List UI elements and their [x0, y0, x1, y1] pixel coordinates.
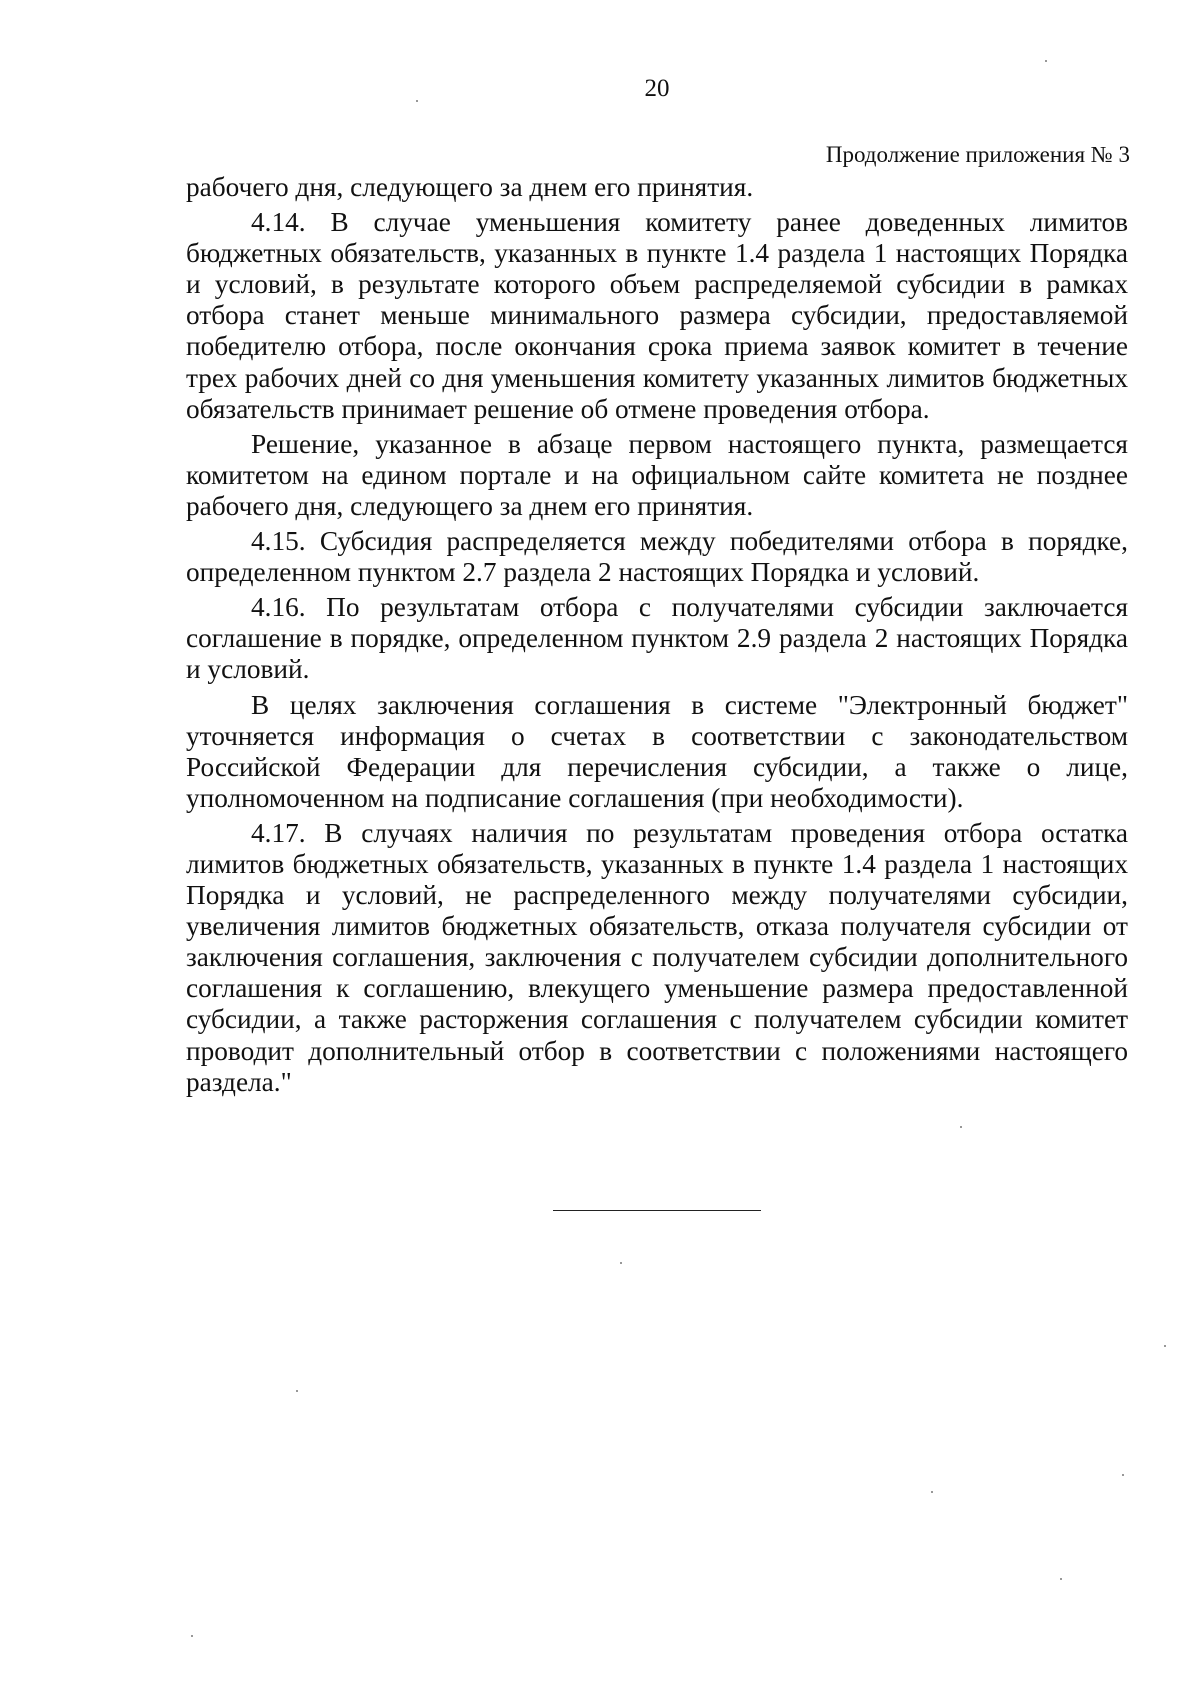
paragraph-4-14-decision: Решение, указанное в абзаце первом настоящего пункта, размещается комитетом на едином портале и на официальном сайте комитета не позднее рабочего дня, следующего за днем его принятия.: [186, 428, 1128, 521]
paragraph-continuation: рабочего дня, следующего за днем его принятия.: [186, 172, 754, 202]
page-number: 20: [644, 75, 670, 102]
scan-speck: [416, 100, 418, 102]
paragraph-4-14: 4.14. В случае уменьшения комитету ранее доведенных лимитов бюджетных обязательств, указанных в пункте 1.4 раздела 1 настоящих Порядка и условий, в результате которого объем распределяемой субсидии в рамках отбора станет меньше минимального размера субсидии, предоставляемой победителю отбора, после окончания срока приема заявок комитет в течение трех рабочих дней со дня уменьшения комитету указанных лимитов бюджетных обязательств принимает решение об отмене проведения отбора.: [186, 207, 1128, 424]
paragraph-4-16: 4.16. По результатам отбора с получателями субсидии заключается соглашение в порядке, определенном пунктом 2.9 раздела 2 настоящих Порядка и условий.: [186, 592, 1128, 685]
scan-speck: [620, 1262, 622, 1264]
appendix-continuation-note: Продолжение приложения № 3: [825, 142, 1130, 167]
paragraph-4-16-electronic-budget: В целях заключения соглашения в системе "Электронный бюджет" уточняется информация о счетах в соответствии с законодательством Российской Федерации для перечисления субсидии, а также о лице, уполномоченном на подписание соглашения (при необходимости).: [186, 689, 1128, 813]
scan-speck: [931, 1491, 933, 1493]
paragraph-4-15: 4.15. Субсидия распределяется между победителями отбора в порядке, определенном пунктом 2.7 раздела 2 настоящих Порядка и условий.: [186, 526, 1128, 588]
scan-speck: [1060, 1578, 1062, 1580]
scan-speck: [296, 1390, 298, 1392]
scan-speck: [191, 1635, 193, 1637]
paragraph-4-17: 4.17. В случаях наличия по результатам проведения отбора остатка лимитов бюджетных обязательств, указанных в пункте 1.4 раздела 1 настоящих Порядка и условий, не распределенного между получателями субсидии, увеличения лимитов бюджетных обязательств, отказа получателя субсидии от заключения соглашения, заключения с получателем субсидии дополнительного соглашения к соглашению, влекущего уменьшение размера предоставленной субсидии, а также расторжения соглашения с получателем субсидии комитет проводит дополнительный отбор в соответствии с положениями настоящего раздела.": [186, 817, 1128, 1097]
scan-speck: [1045, 60, 1047, 62]
scan-speck: [1122, 1474, 1124, 1476]
scan-speck: [960, 1126, 962, 1128]
end-divider-line: [553, 1210, 761, 1211]
scan-speck: [1164, 1345, 1166, 1347]
document-body: [186, 172, 1128, 1102]
